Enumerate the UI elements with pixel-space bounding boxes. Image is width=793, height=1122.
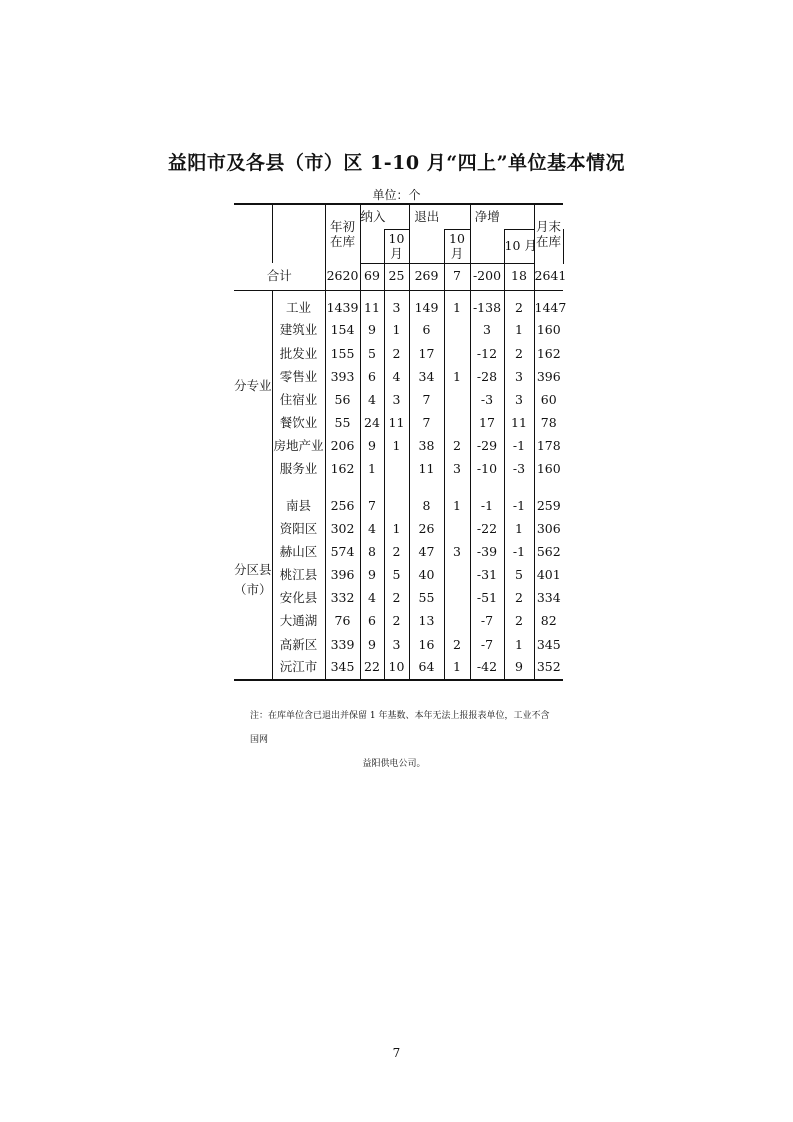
- cell-value: 4: [384, 365, 409, 388]
- cell-value: 6: [360, 365, 384, 388]
- cell-value: 24: [360, 412, 384, 435]
- cell-value: 259: [534, 481, 563, 517]
- cell-value: 562: [534, 541, 563, 564]
- cell-value: -39: [470, 541, 504, 564]
- cell-value: 22: [360, 656, 384, 679]
- footnote-line-2: 益阳供电公司。: [362, 759, 426, 769]
- footnote: [250, 704, 550, 776]
- cell-value: 160: [534, 319, 563, 342]
- unit-label: 单位：个: [372, 188, 421, 202]
- cell-value: -1: [470, 481, 504, 517]
- cell-value: -12: [470, 342, 504, 365]
- cell-value: 26: [409, 517, 444, 540]
- cell-value: 162: [534, 342, 563, 365]
- cell-value: 3: [504, 389, 534, 412]
- table-row: [234, 412, 563, 435]
- row-name: 零售业: [272, 365, 325, 388]
- cell-value: 1: [384, 435, 409, 458]
- cell-value: 574: [325, 541, 360, 564]
- cell-value: [444, 412, 470, 435]
- table-row: [234, 633, 563, 656]
- cell-value: 4: [360, 389, 384, 412]
- cell-value: 56: [325, 389, 360, 412]
- table-row: [234, 342, 563, 365]
- cell-value: 2: [504, 587, 534, 610]
- cell-value: -1: [504, 541, 534, 564]
- cell-value: 78: [534, 412, 563, 435]
- row-name: 批发业: [272, 342, 325, 365]
- cell-value: 64: [409, 656, 444, 679]
- cell-value: 47: [409, 541, 444, 564]
- cell-value: 3: [384, 290, 409, 319]
- cell-value: 11: [504, 412, 534, 435]
- cell-value: 1: [444, 365, 470, 388]
- header-net: 净增: [470, 204, 504, 229]
- cell-value: -22: [470, 517, 504, 540]
- cell-value: [444, 587, 470, 610]
- cell-value: 256: [325, 481, 360, 517]
- cell-value: 34: [409, 365, 444, 388]
- cell-value: 1: [444, 481, 470, 517]
- cell-value: 2: [444, 633, 470, 656]
- cell-value: 334: [534, 587, 563, 610]
- cell-value: 60: [534, 389, 563, 412]
- cell-value: 9: [360, 564, 384, 587]
- cell-value: 1: [504, 319, 534, 342]
- cell-value: 16: [409, 633, 444, 656]
- row-name: 沅江市: [272, 656, 325, 679]
- cell-value: 2: [384, 342, 409, 365]
- cell-value: 13: [409, 610, 444, 633]
- row-name: 住宿业: [272, 389, 325, 412]
- cell-value: 162: [325, 458, 360, 481]
- cell-value: 2: [504, 342, 534, 365]
- header-start-stock: 年初 在库: [325, 204, 360, 263]
- cell-value: 9: [504, 656, 534, 679]
- total-label: 合计: [234, 263, 325, 290]
- cell-value: 11: [384, 412, 409, 435]
- table-row: [234, 319, 563, 342]
- cell-value: -10: [470, 458, 504, 481]
- table-row: [234, 587, 563, 610]
- table-row: [234, 481, 563, 517]
- cell-value: -28: [470, 365, 504, 388]
- cell-value: 149: [409, 290, 444, 319]
- row-name: 房地产业: [272, 435, 325, 458]
- cell-value: 2: [504, 610, 534, 633]
- cell-value: -51: [470, 587, 504, 610]
- cell-value: -1: [504, 481, 534, 517]
- table-row: [234, 541, 563, 564]
- table-row: [234, 389, 563, 412]
- cell-value: [384, 458, 409, 481]
- cell-value: 17: [470, 412, 504, 435]
- cell-value: 3: [504, 365, 534, 388]
- cell-value: 4: [360, 587, 384, 610]
- cell-value: 7: [409, 389, 444, 412]
- cell-value: 5: [504, 564, 534, 587]
- row-name: 餐饮业: [272, 412, 325, 435]
- group-label: 分专业: [234, 377, 272, 393]
- cell-value: [444, 564, 470, 587]
- cell-value: 3: [384, 633, 409, 656]
- total-row: 合计 2620 69 25 269 7 -200 18 2641: [234, 263, 563, 290]
- cell-value: 1: [360, 458, 384, 481]
- cell-value: 11: [360, 290, 384, 319]
- cell-value: 38: [409, 435, 444, 458]
- row-name: 资阳区: [272, 517, 325, 540]
- cell-value: 396: [325, 564, 360, 587]
- header-added: 纳入: [360, 204, 384, 229]
- row-name: 桃江县: [272, 564, 325, 587]
- cell-value: 9: [360, 319, 384, 342]
- cell-value: 1: [384, 319, 409, 342]
- cell-value: -7: [470, 610, 504, 633]
- cell-value: 1: [384, 517, 409, 540]
- cell-value: 82: [534, 610, 563, 633]
- cell-value: 306: [534, 517, 563, 540]
- cell-value: [444, 389, 470, 412]
- cell-value: 2: [384, 541, 409, 564]
- cell-value: 40: [409, 564, 444, 587]
- cell-value: 1439: [325, 290, 360, 319]
- row-name: 服务业: [272, 458, 325, 481]
- cell-value: 332: [325, 587, 360, 610]
- cell-value: 1: [444, 656, 470, 679]
- cell-value: 3: [470, 319, 504, 342]
- cell-value: 339: [325, 633, 360, 656]
- cell-value: 1: [504, 633, 534, 656]
- cell-value: 3: [384, 389, 409, 412]
- cell-value: 4: [360, 517, 384, 540]
- table-row: [234, 610, 563, 633]
- header-end-stock: 月末 在库: [534, 204, 563, 263]
- cell-value: 401: [534, 564, 563, 587]
- table-row: [234, 458, 563, 481]
- cell-value: 352: [534, 656, 563, 679]
- cell-value: -3: [504, 458, 534, 481]
- group-label: 分区县 （市）: [234, 481, 272, 679]
- table-row: [234, 290, 563, 319]
- cell-value: 3: [444, 458, 470, 481]
- row-name: 建筑业: [272, 319, 325, 342]
- cell-value: 2: [384, 610, 409, 633]
- table-title: 益阳市及各县（市）区 1-10 月“四上”单位基本情况: [167, 152, 626, 174]
- table-row: [234, 656, 563, 679]
- cell-value: 3: [444, 541, 470, 564]
- cell-value: 345: [325, 656, 360, 679]
- cell-value: 6: [409, 319, 444, 342]
- cell-value: 55: [409, 587, 444, 610]
- header-added-october: 10 月: [384, 229, 409, 263]
- cell-value: 76: [325, 610, 360, 633]
- cell-value: 55: [325, 412, 360, 435]
- cell-value: 10: [384, 656, 409, 679]
- cell-value: 206: [325, 435, 360, 458]
- cell-value: [444, 319, 470, 342]
- cell-value: -31: [470, 564, 504, 587]
- cell-value: 8: [360, 541, 384, 564]
- row-name: 南县: [272, 481, 325, 517]
- header-exited-october: 10 月: [444, 229, 470, 263]
- cell-value: 393: [325, 365, 360, 388]
- cell-value: 2: [504, 290, 534, 319]
- cell-value: 160: [534, 458, 563, 481]
- cell-value: 7: [360, 481, 384, 517]
- cell-value: 155: [325, 342, 360, 365]
- table-row: [234, 564, 563, 587]
- row-name: 安化县: [272, 587, 325, 610]
- cell-value: -29: [470, 435, 504, 458]
- row-name: 赫山区: [272, 541, 325, 564]
- cell-value: 396: [534, 365, 563, 388]
- page-number: 7: [392, 1046, 401, 1060]
- cell-value: -42: [470, 656, 504, 679]
- row-name: 大通湖: [272, 610, 325, 633]
- row-name: 工业: [272, 290, 325, 319]
- cell-value: 1447: [534, 290, 563, 319]
- cell-value: 1: [444, 290, 470, 319]
- table-row: [234, 517, 563, 540]
- cell-value: -138: [470, 290, 504, 319]
- cell-value: 11: [409, 458, 444, 481]
- cell-value: 6: [360, 610, 384, 633]
- cell-value: 5: [360, 342, 384, 365]
- cell-value: 2: [384, 587, 409, 610]
- row-name: 高新区: [272, 633, 325, 656]
- header-exited: 退出: [409, 204, 444, 229]
- statistics-table: [234, 203, 567, 681]
- cell-value: 2: [444, 435, 470, 458]
- cell-value: 1: [504, 517, 534, 540]
- table-row: [234, 365, 563, 388]
- cell-value: 8: [409, 481, 444, 517]
- cell-value: [444, 517, 470, 540]
- cell-value: 9: [360, 435, 384, 458]
- cell-value: 178: [534, 435, 563, 458]
- cell-value: 345: [534, 633, 563, 656]
- cell-value: 7: [409, 412, 444, 435]
- cell-value: 154: [325, 319, 360, 342]
- cell-value: 302: [325, 517, 360, 540]
- cell-value: [444, 342, 470, 365]
- cell-value: [444, 610, 470, 633]
- table-row: [234, 435, 563, 458]
- cell-value: 5: [384, 564, 409, 587]
- cell-value: -7: [470, 633, 504, 656]
- cell-value: 9: [360, 633, 384, 656]
- cell-value: [384, 481, 409, 517]
- cell-value: 17: [409, 342, 444, 365]
- header-net-october: 10 月: [504, 229, 534, 263]
- cell-value: -1: [504, 435, 534, 458]
- footnote-line-1: 注：在库单位含已退出并保留 1 年基数、本年无法上报报表单位，工业不含国网: [250, 711, 550, 745]
- cell-value: -3: [470, 389, 504, 412]
